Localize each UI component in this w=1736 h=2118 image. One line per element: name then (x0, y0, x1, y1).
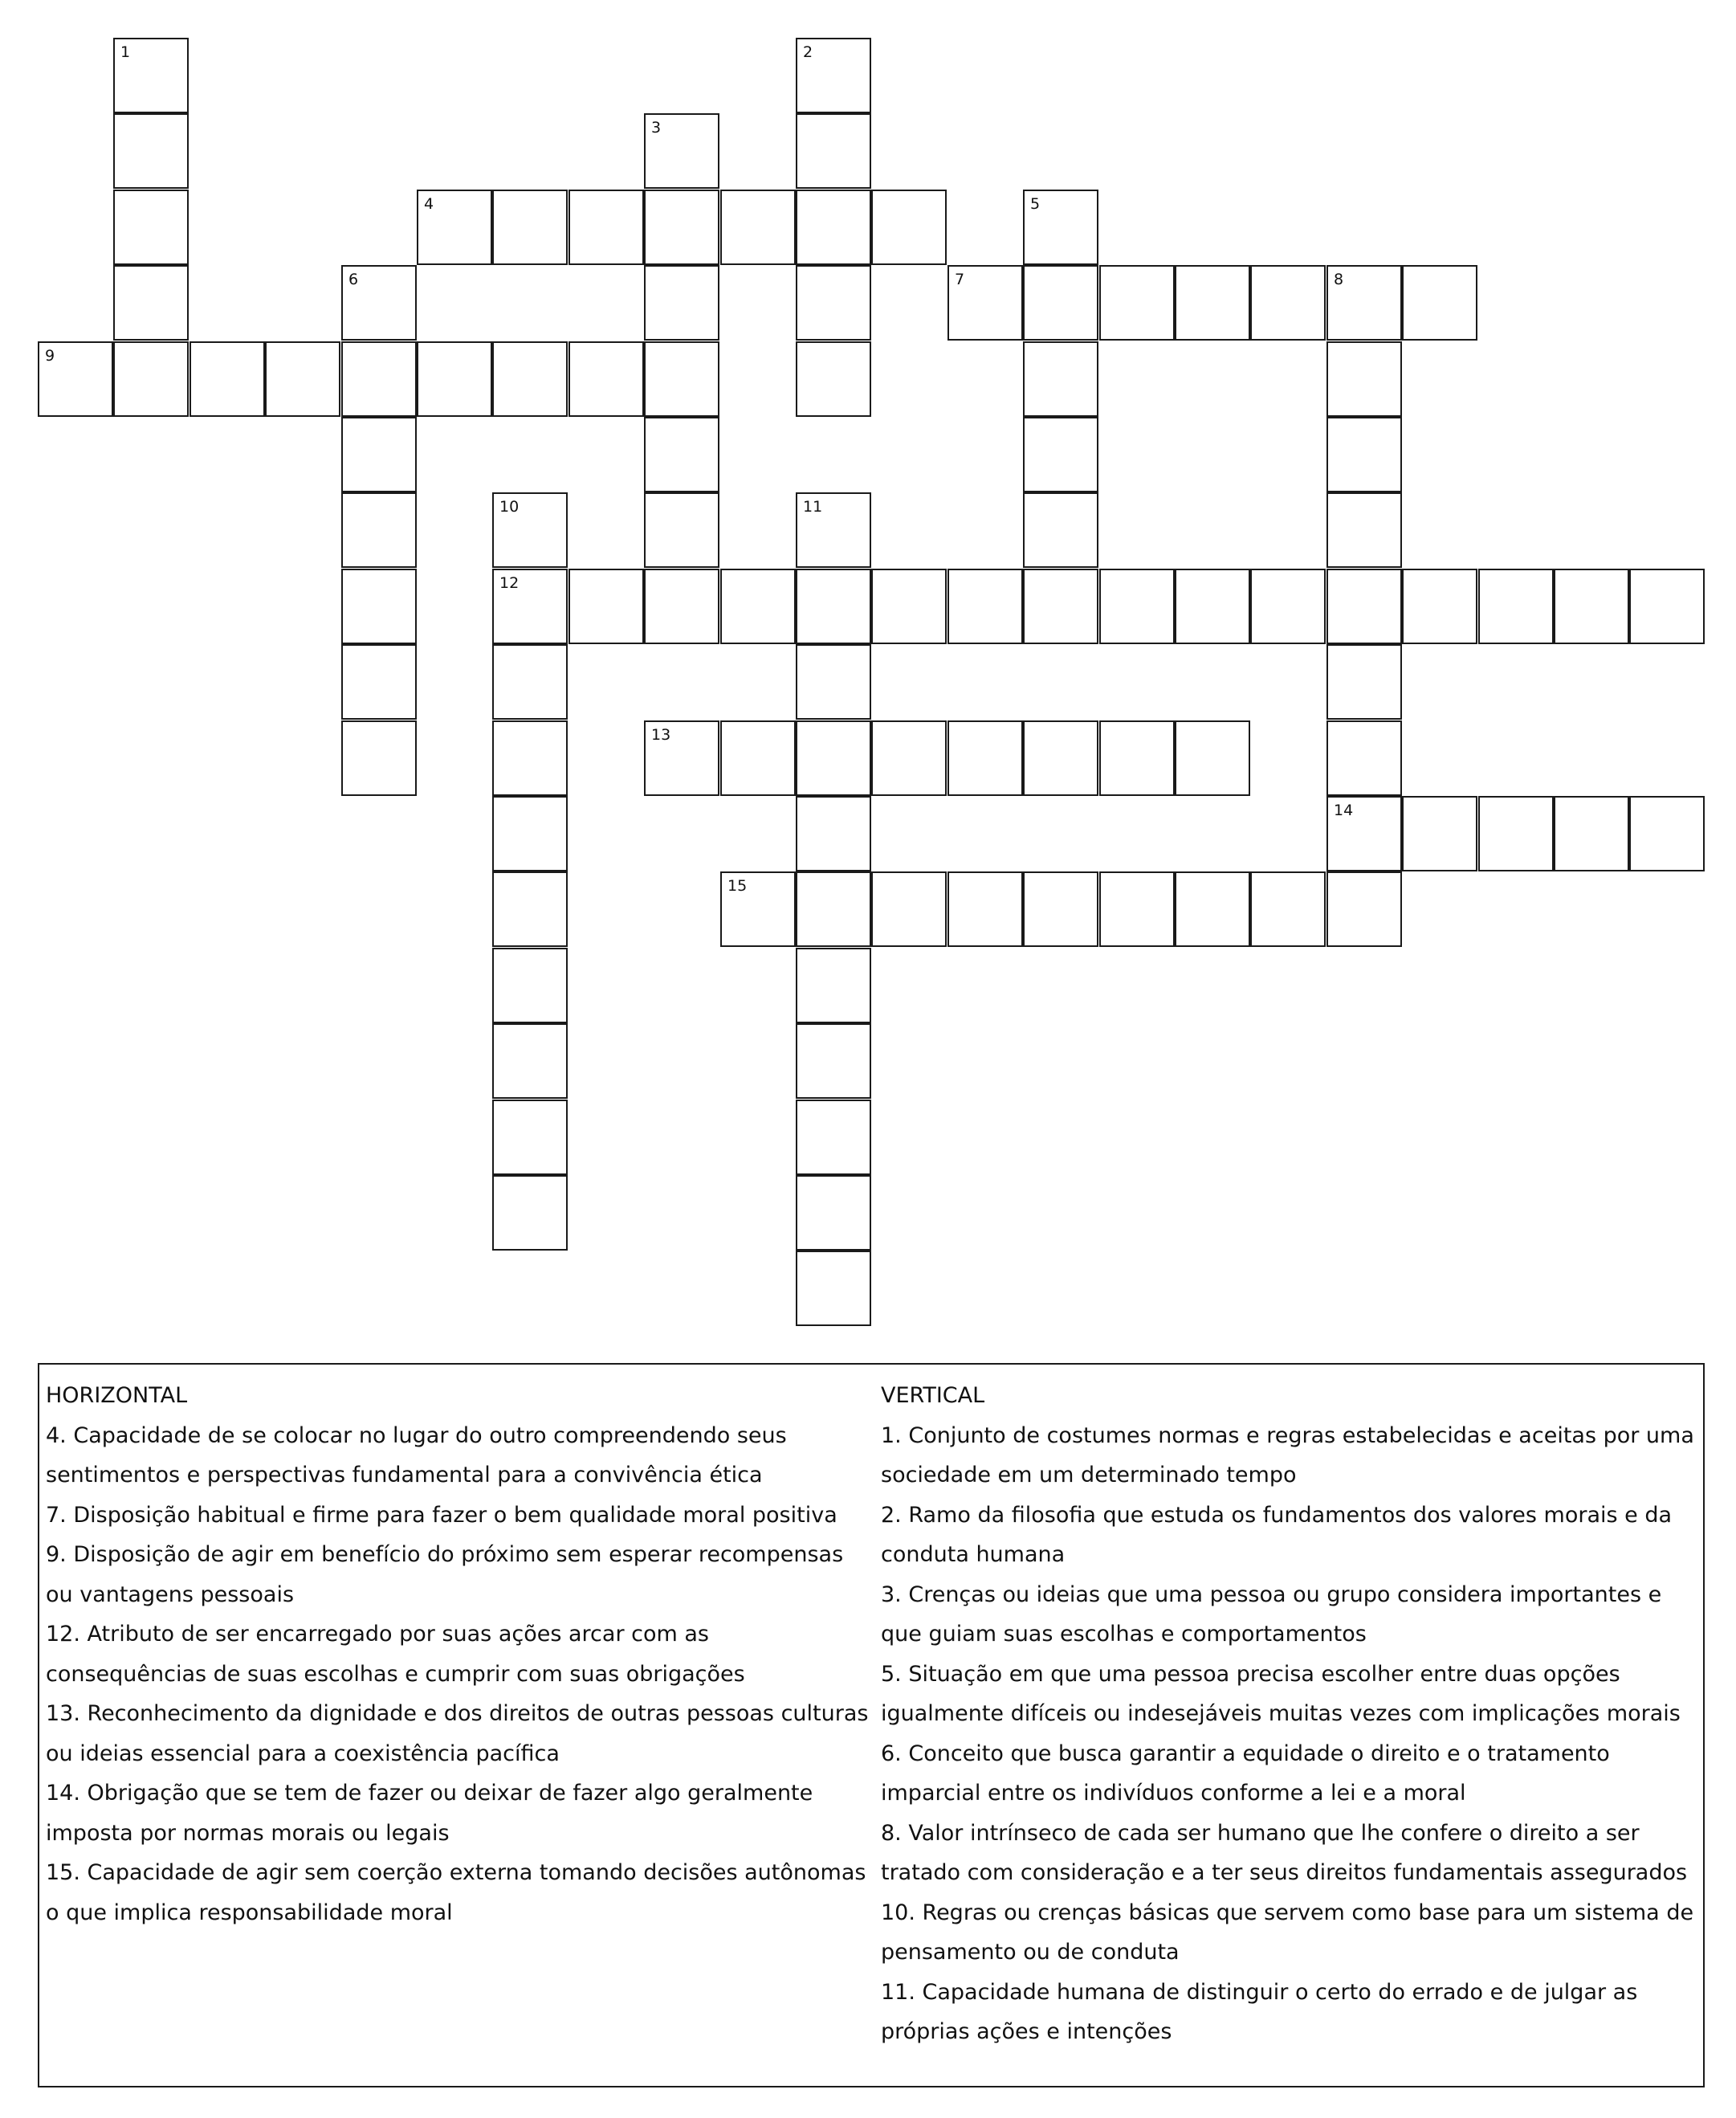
grid-cell[interactable] (1250, 265, 1326, 341)
clue-down-10: 10. Regras ou crenças básicas que servem como base para um sistema de pensamento ou de conduta (881, 1900, 1694, 1965)
grid-cell[interactable] (1402, 569, 1477, 644)
clue-number: 11 (803, 498, 823, 516)
clue-across-12: 12. Atributo de ser encarregado por suas ações arcar com as consequências de suas escolhas e cumprir com suas obrigações (46, 1622, 745, 1687)
grid-cell[interactable] (1402, 796, 1477, 871)
grid-cell[interactable] (871, 190, 947, 265)
clue-number: 10 (499, 498, 520, 516)
grid-cell[interactable] (568, 190, 644, 265)
clue-across-15: 15. Capacidade de agir sem coerção externa tomando decisões autônomas o que implica responsabilidade moral (46, 1860, 866, 1925)
grid-cell[interactable] (644, 341, 719, 417)
grid-cell[interactable] (1250, 871, 1326, 947)
grid-cell[interactable] (796, 569, 871, 644)
grid-cell[interactable] (720, 871, 796, 947)
clue-down-3: 3. Crenças ou ideias que uma pessoa ou grupo considera importantes e que guiam suas escolhas e comportamentos (881, 1581, 1662, 1647)
clue-number: 1 (120, 43, 131, 61)
grid-cell[interactable] (341, 417, 417, 492)
grid-cell[interactable] (113, 113, 189, 189)
grid-cell[interactable] (1478, 569, 1554, 644)
grid-cell[interactable] (492, 569, 568, 644)
grid-cell[interactable] (113, 190, 189, 265)
grid-cell[interactable] (796, 38, 871, 113)
clue-number: 13 (651, 726, 671, 744)
grid-cell[interactable] (1326, 796, 1402, 871)
grid-cell[interactable] (1023, 871, 1098, 947)
grid-cell[interactable] (1023, 569, 1098, 644)
grid-cell[interactable] (796, 492, 871, 568)
grid-cell[interactable] (492, 1175, 568, 1251)
grid-cell[interactable] (492, 492, 568, 568)
grid-cell[interactable] (947, 569, 1023, 644)
grid-cell[interactable] (871, 871, 947, 947)
clue-down-5: 5. Situação em que uma pessoa precisa escolher entre duas opções igualmente difíceis ou indesejáveis muitas vezes com implicações morais (881, 1661, 1681, 1726)
grid-cell[interactable] (1099, 265, 1175, 341)
grid-cell[interactable] (796, 341, 871, 417)
grid-cell[interactable] (417, 341, 492, 417)
grid-cell[interactable] (1629, 796, 1705, 871)
grid-cell[interactable] (492, 948, 568, 1023)
grid-cell[interactable] (38, 341, 113, 417)
down-clues-column (881, 1376, 1701, 2052)
grid-cell[interactable] (1629, 569, 1705, 644)
clue-number: 15 (727, 877, 748, 895)
grid-cell[interactable] (568, 341, 644, 417)
grid-cell[interactable] (796, 1251, 871, 1326)
grid-cell[interactable] (796, 1100, 871, 1175)
grid-cell[interactable] (341, 341, 417, 417)
grid-cell[interactable] (1023, 720, 1098, 796)
grid-cell[interactable] (796, 1175, 871, 1251)
grid-cell[interactable] (492, 1023, 568, 1099)
grid-cell[interactable] (113, 341, 189, 417)
clue-number: 2 (803, 43, 813, 61)
grid-cell[interactable] (113, 38, 189, 113)
clue-down-2: 2. Ramo da filosofia que estuda os fundamentos dos valores morais e da conduta humana (881, 1502, 1673, 1567)
grid-cell[interactable] (1326, 569, 1402, 644)
grid-cell[interactable] (341, 569, 417, 644)
grid-cell[interactable] (1099, 569, 1175, 644)
grid-cell[interactable] (796, 796, 871, 871)
grid-cell[interactable] (1175, 265, 1250, 341)
clue-down-8: 8. Valor intrínseco de cada ser humano que lhe confere o direito a ser tratado com consideração e a ter seus direitos fundamentais assegurados (881, 1820, 1688, 1885)
grid-cell[interactable] (796, 113, 871, 189)
clue-down-11: 11. Capacidade humana de distinguir o certo do errado e de julgar as próprias ações e intenções (881, 1979, 1638, 2044)
grid-cell[interactable] (1175, 569, 1250, 644)
clue-number: 12 (499, 574, 520, 592)
across-heading: HORIZONTAL (46, 1383, 188, 1408)
grid-cell[interactable] (341, 644, 417, 720)
grid-cell[interactable] (1023, 341, 1098, 417)
grid-cell[interactable] (341, 492, 417, 568)
grid-cell[interactable] (1023, 417, 1098, 492)
grid-cell[interactable] (265, 341, 340, 417)
grid-cell[interactable] (644, 569, 719, 644)
grid-cell[interactable] (720, 720, 796, 796)
grid-cell[interactable] (1023, 190, 1098, 265)
grid-cell[interactable] (720, 569, 796, 644)
grid-cell[interactable] (1023, 265, 1098, 341)
clue-number: 7 (955, 271, 965, 288)
clue-number: 8 (1334, 271, 1344, 288)
clue-across-4: 4. Capacidade de se colocar no lugar do outro compreendendo seus sentimentos e perspectivas fundamental para a convivência ética (46, 1422, 787, 1487)
grid-cell[interactable] (1326, 341, 1402, 417)
grid-cell[interactable] (796, 871, 871, 947)
grid-cell[interactable] (644, 417, 719, 492)
grid-cell[interactable] (1175, 871, 1250, 947)
grid-cell[interactable] (1326, 265, 1402, 341)
grid-cell[interactable] (492, 720, 568, 796)
clue-across-14: 14. Obrigação que se tem de fazer ou deixar de fazer algo geralmente imposta por normas morais ou legais (46, 1781, 813, 1846)
grid-cell[interactable] (644, 720, 719, 796)
grid-cell[interactable] (1326, 871, 1402, 947)
grid-cell[interactable] (1326, 720, 1402, 796)
grid-cell[interactable] (1099, 720, 1175, 796)
grid-cell[interactable] (1175, 720, 1250, 796)
grid-cell[interactable] (341, 265, 417, 341)
clue-number: 4 (424, 195, 434, 213)
clue-number: 9 (45, 347, 55, 365)
down-heading: VERTICAL (881, 1383, 985, 1408)
clue-number: 5 (1030, 195, 1041, 213)
grid-cell[interactable] (871, 720, 947, 796)
grid-cell[interactable] (644, 265, 719, 341)
grid-cell[interactable] (568, 569, 644, 644)
grid-cell[interactable] (947, 871, 1023, 947)
grid-cell[interactable] (1554, 796, 1629, 871)
grid-cell[interactable] (1250, 569, 1326, 644)
grid-cell[interactable] (1326, 492, 1402, 568)
grid-cell[interactable] (644, 113, 719, 189)
grid-cell[interactable] (720, 190, 796, 265)
clue-across-9: 9. Disposição de agir em benefício do próximo sem esperar recompensas ou vantagens pessoais (46, 1542, 844, 1607)
grid-cell[interactable] (796, 948, 871, 1023)
grid-cell[interactable] (1554, 569, 1629, 644)
grid-cell[interactable] (644, 190, 719, 265)
grid-cell[interactable] (492, 871, 568, 947)
grid-cell[interactable] (796, 265, 871, 341)
clue-number: 3 (651, 119, 662, 137)
clues-box (38, 1363, 1705, 2087)
grid-cell[interactable] (1023, 492, 1098, 568)
grid-cell[interactable] (947, 720, 1023, 796)
clue-across-13: 13. Reconhecimento da dignidade e dos direitos de outras pessoas culturas ou ideias essencial para a coexistência pacífica (46, 1701, 869, 1766)
grid-cell[interactable] (341, 720, 417, 796)
clue-number: 14 (1334, 802, 1354, 819)
grid-cell[interactable] (1326, 644, 1402, 720)
grid-cell[interactable] (871, 569, 947, 644)
grid-cell[interactable] (796, 644, 871, 720)
grid-cell[interactable] (1099, 871, 1175, 947)
grid-cell[interactable] (113, 265, 189, 341)
clue-down-6: 6. Conceito que busca garantir a equidade o direito e o tratamento imparcial entre os indivíduos conforme a lei e a moral (881, 1741, 1610, 1806)
grid-cell[interactable] (1478, 796, 1554, 871)
grid-cell[interactable] (492, 1100, 568, 1175)
grid-cell[interactable] (796, 720, 871, 796)
clue-across-7: 7. Disposição habitual e firme para fazer o bem qualidade moral positiva (46, 1502, 837, 1528)
clue-number: 6 (348, 271, 359, 288)
grid-cell[interactable] (1326, 417, 1402, 492)
grid-cell[interactable] (492, 796, 568, 871)
grid-cell[interactable] (947, 265, 1023, 341)
across-clues-column (46, 1376, 873, 1932)
grid-cell[interactable] (189, 341, 265, 417)
grid-cell[interactable] (796, 190, 871, 265)
grid-cell[interactable] (492, 644, 568, 720)
grid-cell[interactable] (1402, 265, 1477, 341)
grid-cell[interactable] (796, 1023, 871, 1099)
grid-cell[interactable] (417, 190, 492, 265)
grid-cell[interactable] (492, 190, 568, 265)
grid-cell[interactable] (492, 341, 568, 417)
grid-cell[interactable] (644, 492, 719, 568)
clue-down-1: 1. Conjunto de costumes normas e regras estabelecidas e aceitas por uma sociedade em um determinado tempo (881, 1422, 1694, 1487)
